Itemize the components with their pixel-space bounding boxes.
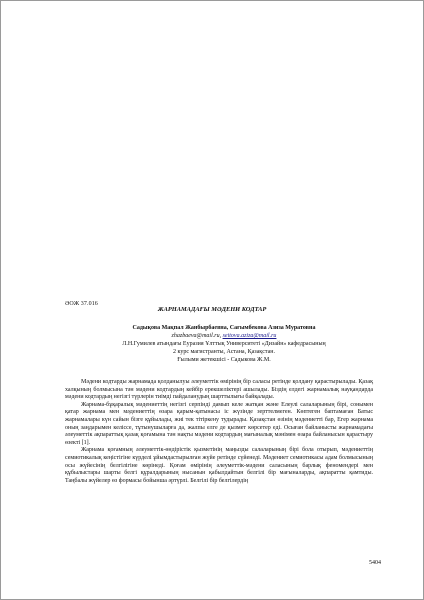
affiliation: Л.Н.Гумилев атындағы Еуразия Ұлттық Университеті «Дизайн» кафедрасының — [122, 341, 326, 347]
paragraph: Жарнама-бұқаралық мәдениеттің негізгі серпінді дамып келе жатқан және Елеулі салаларының бірі, сонымен қатар жарнама мен мәдениеттің өзара қарым-қатынасы іс жүзінде зерттелмеген. Көптеген баптамаған Батыс жарнамалары күн сайын бізге құйылады, жиі тек тітіркену тудырады. Қазақстан өзінің мәдениетті бар, Егер жарнама оның заңдарымен келіссе, тұтынушыларға да, жалпы елге де қызмет көрсетер еді. Осыған байланысты жарнамадағы әлеуметтік ақпараттық қазақ қоғамына тән нақты мәдени кодтардың мағыналық мәнімен өзара байланысын қарастыру өзекті [1]. — [65, 401, 373, 446]
supervisor: Ғылыми жетекшісі - Садыкова Ж.М. — [177, 357, 271, 363]
course-location: 2 курс магистранты, Астана, Қазақстан. — [173, 349, 275, 355]
udk-code: ӘОЖ 37.016 — [65, 301, 98, 307]
authors: Садықова Мақпал Жанбырбаевна, Сағымбекова Азиза Муратовна — [132, 325, 316, 331]
email-1[interactable]: zhazbaeva@mail.ru — [171, 333, 220, 339]
author-emails — [71, 332, 377, 340]
email-2[interactable]: seitova.aziza@mail.ru — [222, 333, 277, 339]
article-title: ЖАРНАМАДАҒЫ МӘДЕНИ КОДТАР — [157, 306, 267, 313]
paragraph: Жарнама қоғамның әлеуметтік-өндірістік қызметінің маңызды салаларының бірі бола отырып, мәдениеттің семиотикалық кеңістігіне күрделі ұйымдастырылған жүйе ретінде сүйенеді. Мәдениет семиотикасы адам болмысының осы жүйесінің белгілігіне көрінеді. Қоғам өмірінің әлеуметтік-мәдени саласының барлық феномендері мен құбылыстары шарты белгі құралдарының нысанын қабылдайтын белгілі бір мағыналарды, ақпаратты қамтиды. Таңбалы жүйелер өз формасы бойынша әртүрлі. Белгілі бір белгілердің — [65, 447, 373, 484]
author-block — [71, 324, 377, 364]
paragraph: Мәдени кодтарды жарнамада қолданылуы әлеуметтік өмірінің бір саласы ретінде қолдану қарастырылады. Қазақ халқының болмысына тән мәдени кодтардың кейбір ерекшеліктері ашылады. Біздің елдегі жарнамалық науқандарда мәдени кодтардың негізгі түрлерін тиімді пайдаланудың шарттылығы байқалады. — [65, 379, 373, 401]
article-body — [65, 379, 373, 485]
email-separator: , — [219, 333, 223, 339]
page-number: 5404 — [369, 560, 381, 566]
